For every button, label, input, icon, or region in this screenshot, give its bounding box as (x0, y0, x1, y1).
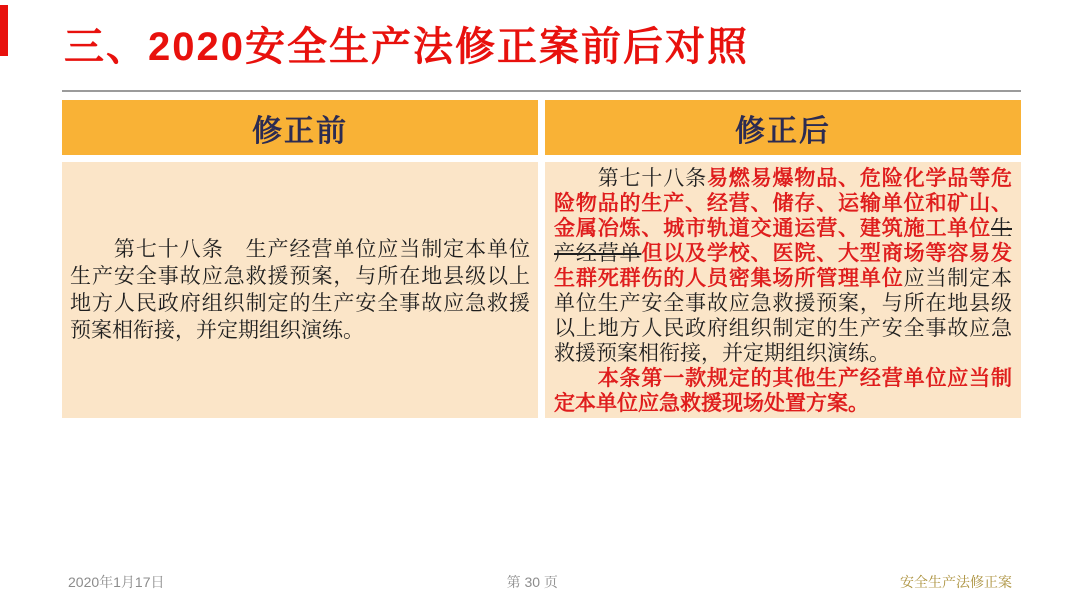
comparison-table (62, 90, 1021, 418)
title-accent-bar (0, 5, 8, 56)
text-segment-red: 但以及学校、医院、大型商场等容易发生群死群伤的人员密集场所管理单位 (554, 242, 1013, 290)
footer-deck-title: 安全生产法修正案 (900, 574, 1012, 590)
header-cell-before: 修正前 (62, 100, 538, 155)
text-segment-strike: 生产经营单 (554, 217, 1012, 265)
slide-footer (0, 572, 1080, 592)
footer-page-number: 第 30 页 (506, 574, 558, 590)
text-segment-red: 易燃易爆物品、危险化学品等危险物品的生产、经营、储存、运输单位和矿山、金属冶炼、城市轨道交通运营、建筑施工单位 (554, 167, 1013, 240)
slide-title: 三、2020安全生产法修正案前后对照 (64, 25, 749, 69)
header-cell-after: 修正后 (545, 100, 1021, 155)
after-paragraph (554, 166, 1012, 366)
body-cell-before (62, 162, 538, 418)
text-segment-black: 第七十八条 (554, 167, 707, 190)
after-paragraph (554, 366, 1012, 416)
text-segment-black: 应当制定本单位生产安全事故应急救援预案，与所在地县级以上地方人民政府组织制定的生产安全事故应急救援预案相衔接，并定期组织演练。 (554, 267, 1013, 365)
body-cell-after (545, 162, 1021, 418)
before-paragraph: 第七十八条 生产经营单位应当制定本单位生产安全事故应急救援预案，与所在地县级以上地方人民政府组织制定的生产安全事故应急救援预案相衔接，并定期组织演练。 (70, 238, 530, 342)
comparison-grid (62, 100, 1021, 418)
table-top-divider (62, 90, 1021, 92)
footer-date: 2020年1月17日 (68, 574, 165, 590)
text-segment-red: 本条第一款规定的其他生产经营单位应当制定本单位应急救援现场处置方案。 (554, 367, 1012, 415)
